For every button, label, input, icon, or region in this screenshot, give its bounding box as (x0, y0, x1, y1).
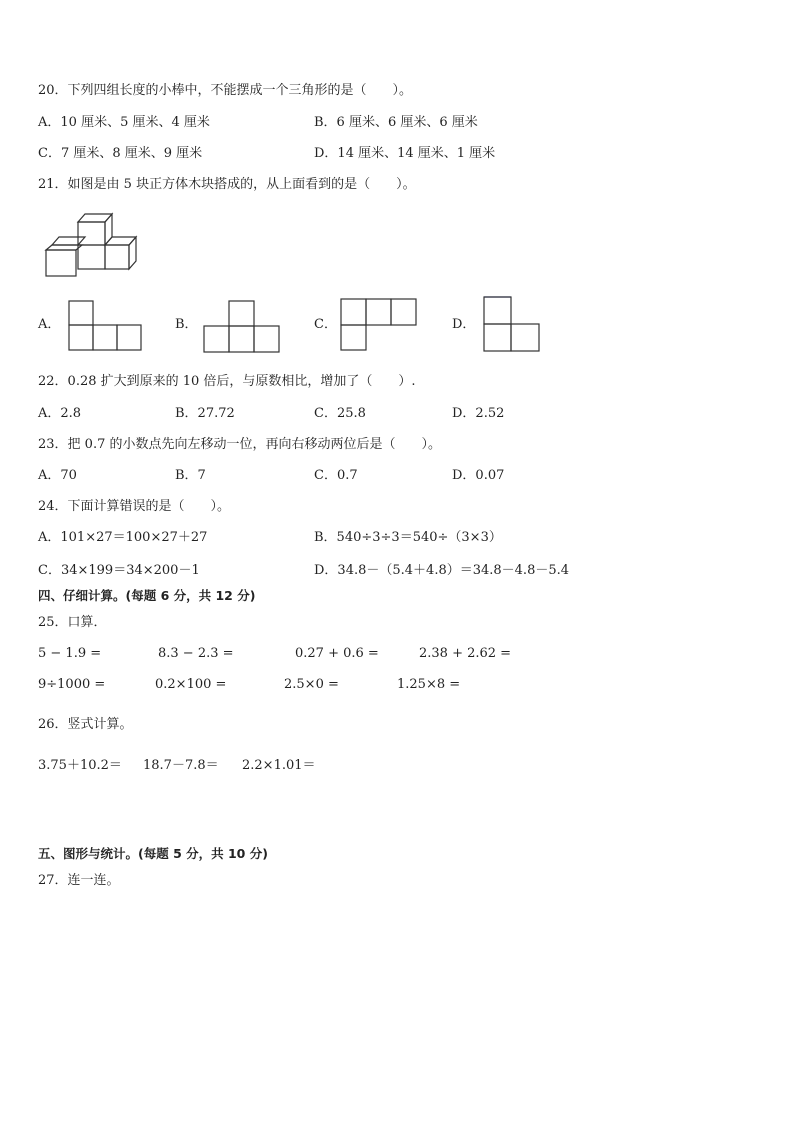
q23-option-b: B．7 (175, 468, 206, 483)
q22-option-a: A．2.8 (38, 406, 82, 421)
q25-r2-item-3: 2.5×0 = (284, 677, 339, 692)
q22-stem: 22．0.28 扩大到原来的 10 倍后，与原数相比，增加了（ ）. (38, 374, 416, 389)
q21-stem: 21．如图是由 5 块正方体木块搭成的，从上面看到的是（ ）。 (38, 177, 416, 192)
stacked-cubes-figure (40, 210, 150, 282)
q22-option-b: B．27.72 (175, 406, 235, 421)
q21-option-a-figure (68, 300, 143, 352)
q25-r2-item-1: 9÷1000 = (38, 677, 106, 692)
q20-option-b: B．6 厘米、6 厘米、6 厘米 (314, 115, 478, 130)
q21-option-b: B． (175, 317, 198, 332)
q27-stem: 27．连一连。 (38, 873, 120, 888)
q24-option-b: B．540÷3÷3＝540÷（3×3） (314, 530, 502, 545)
section-5-title: 五、图形与统计。(每题 5 分，共 10 分) (38, 846, 268, 861)
q23-option-c: C．0.7 (314, 468, 358, 483)
q21-option-b-figure (203, 300, 281, 354)
q24-option-c: C．34×199＝34×200－1 (38, 563, 200, 578)
q23-option-a: A．70 (38, 468, 77, 483)
q25-r1-item-2: 8.3 − 2.3 = (158, 646, 234, 661)
q20-option-c: C．7 厘米、8 厘米、9 厘米 (38, 146, 203, 161)
q21-option-d-figure (483, 296, 541, 352)
q21-option-c: C． (314, 317, 337, 332)
q26-stem: 26．竖式计算。 (38, 717, 133, 732)
q26-item-3: 2.2×1.01＝ (242, 758, 316, 773)
q25-r1-item-1: 5 − 1.9 = (38, 646, 102, 661)
q20-option-d: D．14 厘米、14 厘米、1 厘米 (314, 146, 496, 161)
q21-option-d: D． (452, 317, 476, 332)
q25-r1-item-3: 0.27 + 0.6 = (295, 646, 379, 661)
q26-item-2: 18.7－7.8＝ (143, 758, 219, 773)
q25-stem: 25．口算． (38, 615, 107, 630)
q25-r2-item-4: 1.25×8 = (397, 677, 461, 692)
q24-option-a: A．101×27＝100×27＋27 (38, 530, 208, 545)
q21-option-c-figure (340, 298, 418, 352)
q24-option-d: D．34.8－（5.4＋4.8）＝34.8－4.8－5.4 (314, 563, 570, 578)
section-4-title: 四、仔细计算。(每题 6 分，共 12 分) (38, 588, 256, 603)
q20-option-a: A．10 厘米、5 厘米、4 厘米 (38, 115, 210, 130)
q23-option-d: D．0.07 (452, 468, 505, 483)
q20-stem: 20．下列四组长度的小棒中，不能摆成一个三角形的是（ ）。 (38, 83, 413, 98)
q25-r1-item-4: 2.38 + 2.62 = (419, 646, 512, 661)
q21-option-a: A． (38, 317, 61, 332)
q22-option-d: D．2.52 (452, 406, 505, 421)
q22-option-c: C．25.8 (314, 406, 366, 421)
q23-stem: 23．把 0.7 的小数点先向左移动一位，再向右移动两位后是（ ）。 (38, 437, 441, 452)
q26-item-1: 3.75＋10.2＝ (38, 758, 122, 773)
q25-r2-item-2: 0.2×100 = (155, 677, 227, 692)
q24-stem: 24．下面计算错误的是（ ）。 (38, 499, 231, 514)
